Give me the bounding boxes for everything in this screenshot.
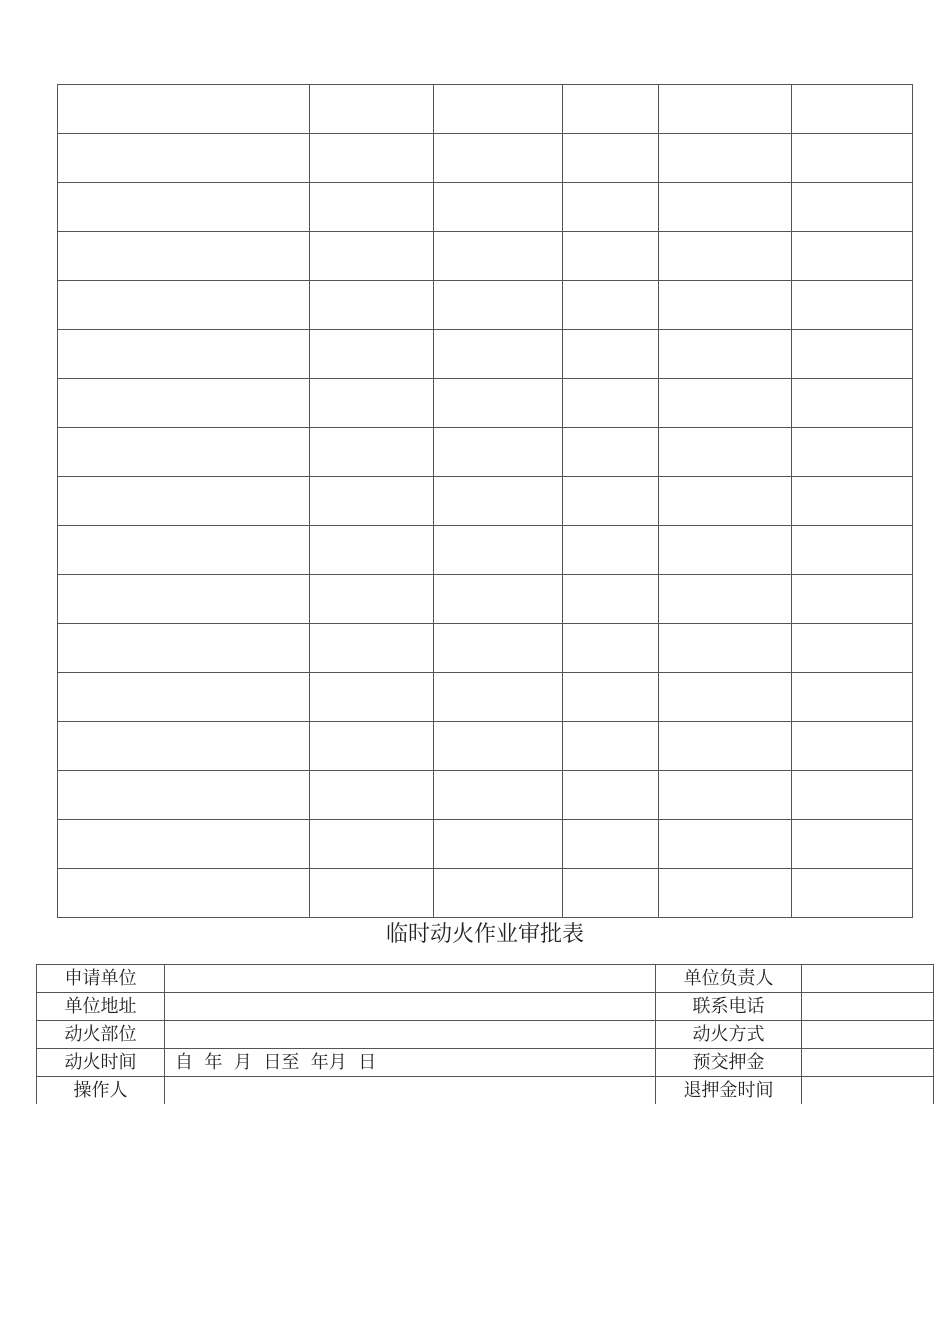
- grid-cell[interactable]: [310, 771, 434, 820]
- grid-cell[interactable]: [563, 869, 659, 918]
- grid-cell[interactable]: [563, 673, 659, 722]
- grid-cell[interactable]: [434, 477, 563, 526]
- grid-cell[interactable]: [792, 820, 913, 869]
- grid-row: [58, 624, 913, 673]
- form-label: 动火时间: [37, 1049, 165, 1077]
- form-label: 申请单位: [37, 965, 165, 993]
- form-label: 单位负责人: [656, 965, 802, 993]
- grid-cell[interactable]: [434, 134, 563, 183]
- grid-cell[interactable]: [58, 771, 310, 820]
- form-label: 动火部位: [37, 1021, 165, 1049]
- grid-cell[interactable]: [563, 183, 659, 232]
- grid-cell[interactable]: [58, 428, 310, 477]
- grid-cell[interactable]: [58, 232, 310, 281]
- grid-cell[interactable]: [659, 526, 792, 575]
- grid-cell[interactable]: [434, 232, 563, 281]
- grid-cell[interactable]: [792, 673, 913, 722]
- grid-cell[interactable]: [563, 232, 659, 281]
- grid-cell[interactable]: [659, 771, 792, 820]
- grid-cell[interactable]: [434, 281, 563, 330]
- form-value-field[interactable]: [165, 1021, 656, 1049]
- grid-cell[interactable]: [792, 771, 913, 820]
- grid-cell[interactable]: [792, 428, 913, 477]
- grid-cell[interactable]: [659, 281, 792, 330]
- grid-cell[interactable]: [58, 85, 310, 134]
- grid-cell[interactable]: [434, 820, 563, 869]
- grid-cell[interactable]: [58, 869, 310, 918]
- grid-cell[interactable]: [310, 134, 434, 183]
- form-row-operator: [37, 1077, 934, 1105]
- grid-cell[interactable]: [792, 330, 913, 379]
- grid-cell[interactable]: [58, 134, 310, 183]
- grid-cell[interactable]: [434, 526, 563, 575]
- grid-cell[interactable]: [563, 134, 659, 183]
- grid-cell[interactable]: [434, 673, 563, 722]
- grid-cell[interactable]: [563, 428, 659, 477]
- grid-row: [58, 232, 913, 281]
- grid-cell[interactable]: [563, 575, 659, 624]
- grid-cell[interactable]: [310, 85, 434, 134]
- grid-cell[interactable]: [659, 477, 792, 526]
- grid-row: [58, 526, 913, 575]
- grid-cell[interactable]: [310, 575, 434, 624]
- grid-cell[interactable]: [58, 624, 310, 673]
- grid-cell[interactable]: [58, 281, 310, 330]
- form-label: 操作人: [37, 1077, 165, 1105]
- grid-row: [58, 820, 913, 869]
- grid-cell[interactable]: [310, 281, 434, 330]
- grid-row: [58, 428, 913, 477]
- grid-cell[interactable]: [58, 330, 310, 379]
- grid-cell[interactable]: [659, 624, 792, 673]
- grid-cell[interactable]: [563, 624, 659, 673]
- approval-form-table: [36, 964, 934, 1104]
- grid-cell[interactable]: [792, 624, 913, 673]
- grid-row: [58, 281, 913, 330]
- form-row-applicant: [37, 965, 934, 993]
- blank-grid-table: [57, 84, 913, 918]
- form-label: 退押金时间: [656, 1077, 802, 1105]
- grid-cell[interactable]: [58, 820, 310, 869]
- grid-cell[interactable]: [434, 379, 563, 428]
- grid-row: [58, 673, 913, 722]
- grid-cell[interactable]: [434, 624, 563, 673]
- grid-cell[interactable]: [659, 722, 792, 771]
- grid-row: [58, 85, 913, 134]
- grid-cell[interactable]: [792, 477, 913, 526]
- grid-cell[interactable]: [58, 575, 310, 624]
- grid-cell[interactable]: [659, 232, 792, 281]
- grid-row: [58, 330, 913, 379]
- form-value-field[interactable]: [802, 1021, 934, 1049]
- grid-cell[interactable]: [58, 379, 310, 428]
- grid-cell[interactable]: [434, 85, 563, 134]
- grid-cell[interactable]: [310, 330, 434, 379]
- grid-cell[interactable]: [310, 722, 434, 771]
- grid-cell[interactable]: [563, 281, 659, 330]
- grid-cell[interactable]: [659, 183, 792, 232]
- grid-cell[interactable]: [563, 85, 659, 134]
- grid-cell[interactable]: [563, 330, 659, 379]
- grid-cell[interactable]: [563, 820, 659, 869]
- grid-cell[interactable]: [659, 330, 792, 379]
- grid-cell[interactable]: [563, 379, 659, 428]
- grid-cell[interactable]: [434, 722, 563, 771]
- grid-cell[interactable]: [310, 232, 434, 281]
- grid-row: [58, 575, 913, 624]
- grid-cell[interactable]: [792, 183, 913, 232]
- grid-cell[interactable]: [58, 673, 310, 722]
- grid-cell[interactable]: [659, 575, 792, 624]
- form-label: 动火方式: [656, 1021, 802, 1049]
- grid-cell[interactable]: [659, 85, 792, 134]
- grid-cell[interactable]: [792, 85, 913, 134]
- grid-cell[interactable]: [310, 820, 434, 869]
- grid-row: [58, 134, 913, 183]
- grid-cell[interactable]: [659, 673, 792, 722]
- grid-cell[interactable]: [310, 526, 434, 575]
- form-label: 预交押金: [656, 1049, 802, 1077]
- grid-cell[interactable]: [659, 428, 792, 477]
- form-value-field[interactable]: [802, 993, 934, 1021]
- grid-cell[interactable]: [310, 428, 434, 477]
- form-value-field[interactable]: [802, 965, 934, 993]
- grid-row: [58, 477, 913, 526]
- grid-row: [58, 771, 913, 820]
- grid-row: [58, 379, 913, 428]
- grid-cell[interactable]: [434, 869, 563, 918]
- form-row-time: [37, 1049, 934, 1077]
- grid-cell[interactable]: [792, 526, 913, 575]
- grid-cell[interactable]: [310, 624, 434, 673]
- grid-cell[interactable]: [792, 281, 913, 330]
- grid-cell[interactable]: [792, 379, 913, 428]
- grid-cell[interactable]: [792, 869, 913, 918]
- form-label: 联系电话: [656, 993, 802, 1021]
- form-title: 临时动火作业审批表: [385, 922, 584, 947]
- grid-cell[interactable]: [310, 183, 434, 232]
- grid-cell[interactable]: [310, 869, 434, 918]
- form-value-field[interactable]: [165, 965, 656, 993]
- grid-cell[interactable]: [434, 575, 563, 624]
- grid-cell[interactable]: [659, 379, 792, 428]
- date-range-field[interactable]: 自 年 月 日至 年月 日: [165, 1049, 656, 1077]
- grid-cell[interactable]: [792, 722, 913, 771]
- form-value-field[interactable]: [165, 1077, 656, 1105]
- grid-cell[interactable]: [58, 526, 310, 575]
- blank-grid-body: [58, 85, 913, 918]
- form-label: 单位地址: [37, 993, 165, 1021]
- grid-cell[interactable]: [310, 379, 434, 428]
- grid-cell[interactable]: [792, 134, 913, 183]
- grid-row: [58, 722, 913, 771]
- grid-cell[interactable]: [792, 232, 913, 281]
- grid-row: [58, 869, 913, 918]
- grid-cell[interactable]: [434, 183, 563, 232]
- grid-cell[interactable]: [563, 526, 659, 575]
- form-row-address: [37, 993, 934, 1021]
- grid-cell[interactable]: [659, 820, 792, 869]
- form-value-field[interactable]: [802, 1049, 934, 1077]
- grid-cell[interactable]: [434, 330, 563, 379]
- grid-row: [58, 183, 913, 232]
- grid-cell[interactable]: [310, 673, 434, 722]
- grid-cell[interactable]: [434, 771, 563, 820]
- grid-cell[interactable]: [563, 771, 659, 820]
- form-value-field[interactable]: [802, 1077, 934, 1105]
- grid-cell[interactable]: [659, 869, 792, 918]
- grid-cell[interactable]: [563, 477, 659, 526]
- grid-cell[interactable]: [58, 722, 310, 771]
- form-value-field[interactable]: [165, 993, 656, 1021]
- grid-cell[interactable]: [434, 428, 563, 477]
- form-row-location: [37, 1021, 934, 1049]
- grid-cell[interactable]: [58, 183, 310, 232]
- grid-cell[interactable]: [563, 722, 659, 771]
- grid-cell[interactable]: [310, 477, 434, 526]
- grid-cell[interactable]: [58, 477, 310, 526]
- grid-cell[interactable]: [659, 134, 792, 183]
- grid-cell[interactable]: [792, 575, 913, 624]
